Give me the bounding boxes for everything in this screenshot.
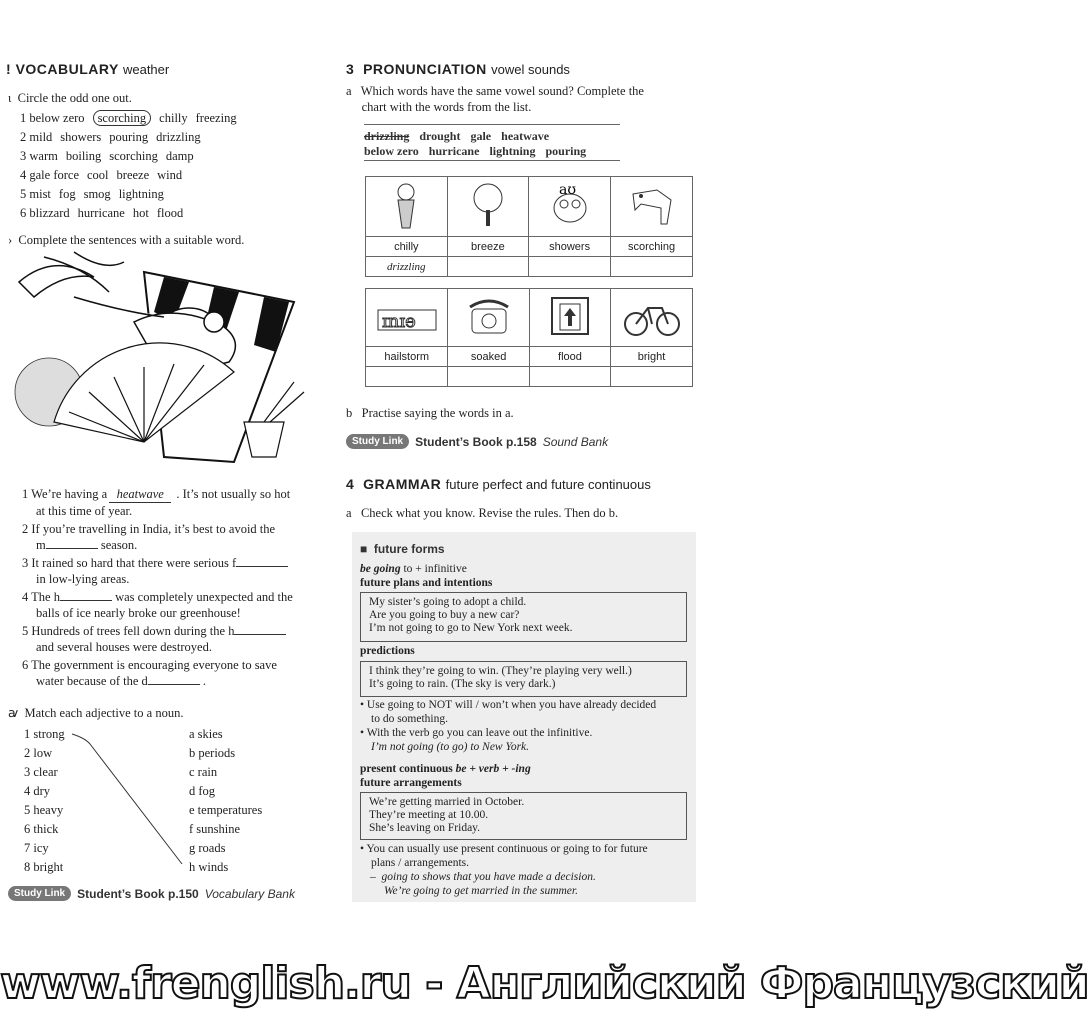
going-to-rules [360,698,656,754]
up-arrow-icon [529,289,610,347]
answer-blank[interactable] [234,634,286,635]
sentence-text: in low-lying areas. [36,572,130,586]
word: hurricane [428,144,480,158]
example-box-arrangements [360,792,687,840]
sentence-item [22,486,293,519]
example-sentence: She’s leaving on Friday. [369,822,481,834]
rule-continuation: to do something. [371,713,448,725]
rule-continuation: I’m not going (to go) to New York. [371,741,530,753]
svg-text:aʊ: aʊ [558,182,576,198]
chart-header: bright [611,347,693,367]
section-title: PRONUNCIATION [363,61,487,77]
section-subtitle: future perfect and future continuous [445,477,651,492]
item-number: 6 [20,206,30,220]
adjective-item: 7 icy [24,841,49,855]
word-option[interactable]: hot [132,206,149,220]
sentence-text: Hundreds of trees fell down during the h [31,624,235,638]
word-option[interactable]: below zero [29,111,85,125]
word-option[interactable]: mild [29,130,53,144]
chart-header: breeze [447,237,529,257]
item-number: 5 [20,187,30,201]
vowel-chart-2 [365,288,693,387]
example-sentence: I think they’re going to win. (They’re playing very well.) [369,665,632,677]
sentence-text: balls of ice nearly broke our greenhouse! [36,606,241,620]
present-continuous-heading: present continuous be + verb + -ing future arrangements [360,763,531,789]
adjective-item: 8 bright [24,860,64,874]
study-link-vocabulary[interactable] [8,886,295,901]
section-title: GRAMMAR [363,476,442,492]
sentence-completion-list [22,486,293,691]
adjective-item: 6 thick [24,822,59,836]
word-option[interactable]: showers [60,130,102,144]
phoneme-icon [366,289,448,347]
word-option[interactable]: freezing [195,111,237,125]
grammar-heading [346,476,651,492]
section-number: 4 [346,476,355,492]
rule-continuation: plans / arrangements. [371,857,470,869]
predictions-heading: predictions [360,645,415,657]
sentence-text: The government is encouraging everyone to save [31,658,277,672]
noun-item: c rain [189,765,218,779]
word-option[interactable]: breeze [116,168,150,182]
sentence-text: We’re having a [31,487,108,501]
word: drizzling [364,129,410,143]
study-link-bank: Vocabulary Bank [204,886,295,901]
word: gale [470,129,492,143]
word: lightning [489,144,536,158]
list-item [20,110,245,129]
list-item [20,129,245,148]
rule-bullet: • Use going to NOT will / won’t when you have already decided [360,699,657,711]
sentence-text: m [36,538,46,552]
chart-header: soaked [448,347,529,367]
word-option[interactable]: gale force [29,168,79,182]
study-link-pronunciation[interactable] [346,434,608,449]
future-forms-title: ■ future forms [360,542,445,556]
word-list-top-rule [364,124,620,125]
rule-bullet: • With the verb go you can leave out the infinitive. [360,727,593,739]
item-number: 3 [22,556,32,570]
example-sentence: They’re meeting at 10.00. [369,809,489,821]
item-number: 6 [22,658,32,672]
pron-b-instruction: b Practise saying the words in a. [346,406,514,420]
grammar-a-instruction: a Check what you know. Revise the rules. Then do b. [346,506,619,520]
svg-text:ɪnɪɘ: ɪnɪɘ [381,311,416,332]
word-option[interactable]: damp [165,149,194,163]
word-list [364,129,596,159]
chart-header: chilly [366,237,448,257]
horse-icon [611,177,693,237]
section-title: VOCABULARY [15,61,119,77]
word-option[interactable]: flood [156,206,184,220]
study-link-badge: Study Link [8,886,71,901]
answer-blank[interactable] [46,548,98,549]
noun-item: b periods [189,746,236,760]
telephone-icon [448,289,529,347]
item-number: 1 [22,487,32,501]
chart-answer-cell[interactable] [448,367,529,387]
section-subtitle: weather [122,62,170,77]
chart-header: flood [529,347,610,367]
chart-header: hailstorm [366,347,448,367]
list-item [20,148,245,167]
word-option[interactable]: chilly [159,111,188,125]
word: below zero [364,144,419,158]
item-number: 2 [22,522,32,536]
word-option[interactable]: boiling [65,149,102,163]
word: heatwave [501,129,550,143]
present-continuous-rules [360,842,648,870]
sentence-text: . [199,674,206,688]
word-option[interactable]: hurricane [77,206,125,220]
study-link-badge: Study Link [346,434,409,449]
sentence-text: It rained so hard that there were serious f [31,556,237,570]
example-sentence: I’m not going to go to New York next week. [369,622,573,634]
word-option[interactable]: pouring [109,130,149,144]
pron-a-instruction: a Which words have the same vowel sound? Complete the chart with the words from the list. [346,84,644,114]
sentence-text: The h [31,590,60,604]
rule-bullet: • You can usually use present continuous or going to for future [360,843,648,855]
noun-item: a skies [189,727,223,741]
list-item [20,186,245,205]
word-option[interactable]: fog [58,187,76,201]
exercise-b-instruction: › Complete the sentences with a suitable word. [8,233,245,247]
chart-answer-cell[interactable] [529,257,611,277]
list-item [20,205,245,224]
heatwave-illustration [14,252,314,474]
adjective-item: 3 clear [24,765,58,779]
clock-icon [366,177,448,237]
chart-answer-cell[interactable] [611,367,693,387]
adjective-list [24,726,65,878]
list-item [20,167,245,186]
word-option[interactable]: scorching [109,149,158,163]
chart-header: showers [529,237,611,257]
noun-item: f sunshine [189,822,241,836]
sentence-text: and several houses were destroyed. [36,640,212,654]
chart-answer-cell[interactable] [366,367,448,387]
item-number: 3 [20,149,30,163]
example-box-predictions [360,661,687,697]
sentence-text: season. [97,538,138,552]
adjective-item: 1 strong [24,727,65,741]
section-number: ! [6,61,12,77]
sentence-item [22,589,293,621]
item-number: 2 [20,130,30,144]
noun-item: d fog [189,784,216,798]
word-option[interactable]: blizzard [29,206,70,220]
example-sentence: My sister’s going to adopt a child. [369,596,527,608]
sentence-item [22,623,293,655]
answer-blank: heatwave [109,486,171,503]
section-number: 3 [346,61,355,77]
sentence-item [22,555,293,587]
owl-icon [529,177,611,237]
match-line [70,730,200,870]
answer-blank[interactable] [236,566,288,567]
word-option[interactable]: warm [29,149,58,163]
item-number: 4 [20,168,30,182]
chart-answer-cell[interactable] [529,367,610,387]
word-list-bottom-rule [364,160,620,161]
odd-one-out-list [20,110,245,224]
word: pouring [545,144,587,158]
watermark-banner [0,950,1089,1024]
item-number: 5 [22,624,32,638]
example-sentence: It’s going to rain. (The sky is very dark.) [369,678,556,690]
word-option[interactable]: cool [87,168,109,182]
answer-blank[interactable] [148,684,200,685]
bicycle-icon [611,289,693,347]
sentence-text: at this time of year. [36,504,133,518]
word: drought [419,129,461,143]
adjective-item: 2 low [24,746,53,760]
adjective-item: 5 heavy [24,803,64,817]
noun-item: e temperatures [189,803,263,817]
exercise-c-instruction: ꜹ Match each adjective to a noun. [8,706,184,720]
word-option[interactable]: lightning [118,187,164,201]
word-row [364,129,596,144]
chart-answer: drizzling [366,257,448,277]
tree-icon [447,177,529,237]
word-option[interactable]: scorching [93,110,152,126]
word-option[interactable]: drizzling [156,130,201,144]
answer-blank[interactable] [60,600,112,601]
sentence-text: was completely unexpected and the [111,590,293,604]
item-number: 4 [22,590,32,604]
sentence-text: water because of the d [36,674,148,688]
item-number: 1 [20,111,30,125]
adjective-item: 4 dry [24,784,51,798]
sentence-item [22,521,293,553]
word-option[interactable]: smog [83,187,111,201]
sentence-text: . It’s not usually so hot [173,487,291,501]
noun-item: g roads [189,841,226,855]
chart-answer-cell[interactable] [447,257,529,277]
exercise-a-instruction: ɩ Circle the odd one out. [8,91,132,105]
example-sentence: We’re getting married in October. [369,796,525,808]
example-box-plans [360,592,687,642]
vowel-chart-1 [365,176,693,277]
watermark-text: www.frenglish.ru - Английский Французский [0,958,1089,1009]
study-link-ref: Student’s Book p.158 [415,434,537,449]
study-link-ref: Student’s Book p.150 [77,886,199,901]
word-option[interactable]: mist [29,187,51,201]
pron-heading [346,61,570,77]
chart-answer-cell[interactable] [611,257,693,277]
example-sentence: Are you going to buy a new car? [369,609,520,621]
word-row [364,144,596,159]
chart-header: scorching [611,237,693,257]
going-to-note: – going to shows that you have made a decision. We’re going to get married in the summer. [370,871,596,897]
going-to-heading: be going to + infinitive future plans and intentions [360,563,493,589]
sentence-text: If you’re travelling in India, it’s best to avoid the [31,522,276,536]
vocab-heading [6,61,169,77]
section-subtitle: vowel sounds [491,62,570,77]
noun-item: h winds [189,860,229,874]
study-link-bank: Sound Bank [542,434,609,449]
sentence-item [22,657,293,689]
word-option[interactable]: wind [157,168,183,182]
